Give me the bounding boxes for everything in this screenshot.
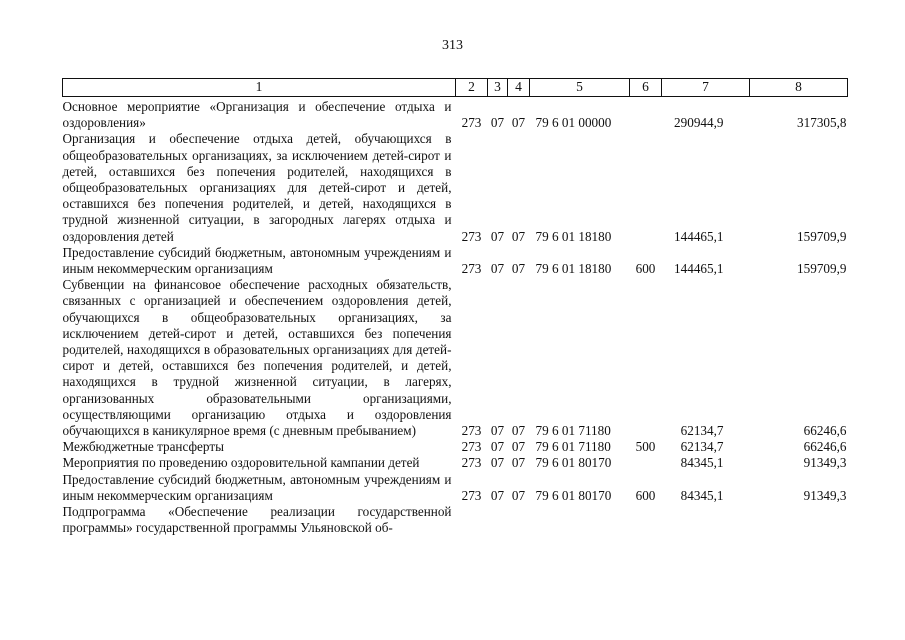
row-name: Субвенции на финансовое обеспечение расходных обязательств, связанных с организацией и обеспечением оздоровления детей, обучающихся в общеобразовательных организациях, за исключением детей-сирот и детей, оставшихся без попечения родителей, находящихся в образовательных организациях для детей-сирот и детей, оставшихся без попечения родителей, и детей, находящихся в трудной жизненной ситуации, в лагерях, организованных образовательными организациями, осуществляющими организацию отдыха и оздоровления обучающихся в каникулярное время (с дневным пребыванием) xyxy=(62,277,452,439)
row-vr xyxy=(630,504,662,536)
row-csr: 79 6 01 18180 xyxy=(535,228,612,244)
row-name: Межбюджетные трансферты xyxy=(62,439,224,455)
row-sum1: 62134,7 xyxy=(680,439,724,455)
row-section: 07 xyxy=(490,115,505,131)
row-csr: 79 6 01 71180 xyxy=(535,423,611,439)
row-sum2: 91349,3 xyxy=(803,487,847,503)
row-csr: 79 6 01 80170 xyxy=(535,455,612,471)
row-subsection: 07 xyxy=(511,455,526,471)
table-row xyxy=(63,245,848,277)
row-section xyxy=(488,504,508,536)
row-sum1: 84345,1 xyxy=(680,487,724,503)
row-sum2: 159709,9 xyxy=(797,261,847,277)
row-name: Основное мероприятие «Организация и обеспечение отдыха и оздоровления» xyxy=(62,99,452,131)
row-admin: 273 xyxy=(461,228,482,244)
table-row xyxy=(63,439,848,455)
row-vr: 600 xyxy=(635,487,656,503)
row-sum1: 84345,1 xyxy=(680,455,724,471)
row-sum1: 144465,1 xyxy=(674,228,724,244)
row-admin: 273 xyxy=(461,423,482,439)
column-header-name: 1 xyxy=(63,79,456,97)
row-vr xyxy=(630,455,662,471)
column-header-sum2: 8 xyxy=(750,79,848,97)
row-name: Подпрограмма «Обеспечение реализации государственной программы» государственной программы Ульяновской об- xyxy=(62,504,452,536)
row-sum2: 91349,3 xyxy=(803,455,847,471)
row-admin: 273 xyxy=(461,455,482,471)
table-row xyxy=(63,97,848,132)
column-header-sum1: 7 xyxy=(662,79,750,97)
row-name: Мероприятия по проведению оздоровительной кампании детей xyxy=(62,455,420,471)
row-csr: 79 6 01 18180 xyxy=(535,261,612,277)
row-sum2: 66246,6 xyxy=(803,439,847,455)
row-subsection: 07 xyxy=(511,423,526,439)
row-vr: 600 xyxy=(635,261,656,277)
row-section: 07 xyxy=(490,228,505,244)
row-csr xyxy=(530,504,630,536)
row-sum1 xyxy=(662,504,750,536)
row-sum1: 144465,1 xyxy=(674,261,724,277)
table-row xyxy=(63,472,848,504)
column-header-csr: 5 xyxy=(530,79,630,97)
row-subsection: 07 xyxy=(511,115,526,131)
row-admin xyxy=(456,504,488,536)
row-section: 07 xyxy=(490,439,505,455)
table-row xyxy=(63,455,848,471)
table-row xyxy=(63,277,848,439)
row-sum2: 159709,9 xyxy=(797,228,847,244)
column-header-admin: 2 xyxy=(456,79,488,97)
row-csr: 79 6 01 00000 xyxy=(535,115,612,131)
table-row xyxy=(63,131,848,244)
row-subsection: 07 xyxy=(511,261,526,277)
row-vr: 500 xyxy=(635,439,656,455)
row-csr: 79 6 01 71180 xyxy=(535,439,611,455)
row-subsection: 07 xyxy=(511,439,526,455)
row-vr xyxy=(630,97,662,132)
row-section: 07 xyxy=(490,261,505,277)
table-row xyxy=(63,504,848,536)
row-section: 07 xyxy=(490,423,505,439)
column-header-vr: 6 xyxy=(630,79,662,97)
row-section: 07 xyxy=(490,455,505,471)
row-admin: 273 xyxy=(461,487,482,503)
row-sum1: 290944,9 xyxy=(674,115,724,131)
row-name: Предоставление субсидий бюджетным, автономным учреждениям и иным некоммерческим организациям xyxy=(62,471,452,503)
row-subsection xyxy=(508,504,530,536)
row-subsection: 07 xyxy=(511,228,526,244)
table-header-row xyxy=(63,79,848,97)
row-admin: 273 xyxy=(461,115,482,131)
row-sum2: 317305,8 xyxy=(797,115,847,131)
row-vr xyxy=(630,277,662,439)
column-header-subsection: 4 xyxy=(508,79,530,97)
row-section: 07 xyxy=(490,487,505,503)
row-admin: 273 xyxy=(461,439,482,455)
row-csr: 79 6 01 80170 xyxy=(535,487,612,503)
row-sum2 xyxy=(750,504,848,536)
row-admin: 273 xyxy=(461,261,482,277)
row-vr xyxy=(630,131,662,244)
budget-table xyxy=(62,78,848,536)
page-number: 313 xyxy=(442,38,463,53)
row-name: Организация и обеспечение отдыха детей, обучающихся в общеобразовательных организациях, за исключением детей-сирот и детей, оставшихся без попечения родителей, находящихся в общеобразовательных организациях для детей-сирот и детей, оставшихся без попечения родителей, и детей, находящихся в трудной жизненной ситуации, в загородных лагерях отдыха и оздоровления детей xyxy=(62,131,452,244)
row-sum2: 66246,6 xyxy=(803,423,847,439)
column-header-section: 3 xyxy=(488,79,508,97)
row-sum1: 62134,7 xyxy=(680,423,724,439)
row-subsection: 07 xyxy=(511,487,526,503)
row-name: Предоставление субсидий бюджетным, автономным учреждениям и иным некоммерческим организациям xyxy=(62,244,452,277)
